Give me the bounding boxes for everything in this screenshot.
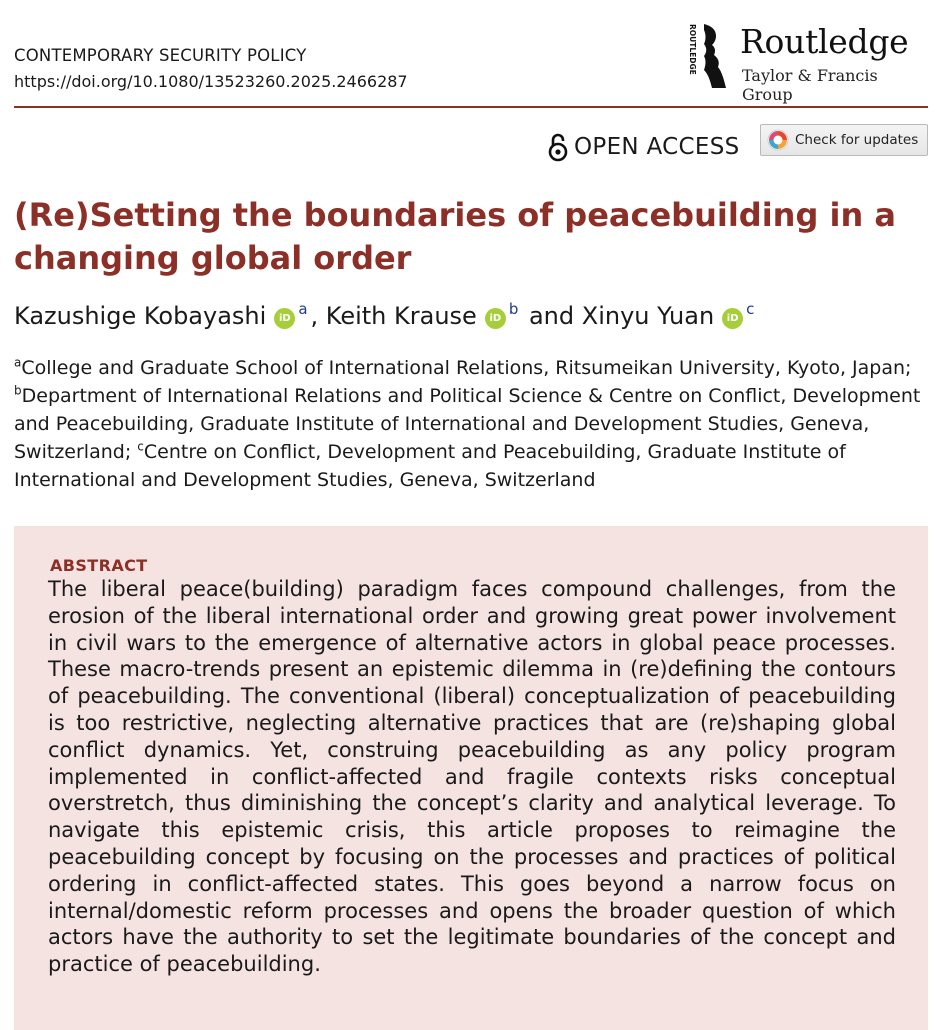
publisher-name: Routledge: [740, 22, 909, 61]
check-for-updates-label: Check for updates: [795, 132, 919, 148]
publisher-group: Taylor & Francis Group: [742, 66, 878, 104]
doi-link[interactable]: https://doi.org/10.1080/13523260.2025.2466287: [14, 72, 408, 91]
open-access-badge: [548, 132, 740, 162]
header-rule: [14, 106, 928, 108]
affiliations: [14, 354, 934, 494]
affiliation-label: b: [14, 383, 22, 398]
orcid-icon[interactable]: iD: [722, 308, 743, 329]
routledge-logo-icon: [682, 20, 728, 90]
affiliation-text: College and Graduate School of International Relations, Ritsumeikan University, Kyoto, Japan;: [21, 357, 912, 379]
crossmark-icon: [767, 129, 789, 151]
author-separator: and: [521, 302, 582, 330]
affiliation-text: Department of International Relations and Political Science & Centre on Conflict, Development and Peacebuilding, Graduate Institute of International and Development Studies, Geneva, Switzerland;: [14, 385, 921, 463]
author-list: [14, 300, 757, 330]
affiliation-marker[interactable]: a: [298, 300, 308, 318]
check-for-updates-button[interactable]: [760, 124, 928, 156]
author-name[interactable]: Xinyu Yuan: [581, 302, 715, 330]
author-name[interactable]: Kazushige Kobayashi: [14, 302, 267, 330]
affiliation-marker[interactable]: c: [746, 300, 755, 318]
publisher-logo[interactable]: [682, 18, 928, 104]
author-separator: ,: [310, 302, 326, 330]
affiliation-label: a: [14, 355, 22, 370]
orcid-icon[interactable]: iD: [485, 308, 506, 329]
abstract-section: [14, 526, 928, 1030]
open-access-label: OPEN ACCESS: [574, 134, 740, 160]
affiliation-marker[interactable]: b: [508, 300, 519, 318]
affiliation-label: c: [137, 439, 144, 454]
abstract-heading: ABSTRACT: [50, 556, 148, 575]
abstract-text: The liberal peace(building) paradigm faces compound challenges, from the erosion of the liberal international order and growing great power involvement in civil wars to the emergence of alternative actors in global peace processes. These macro-trends present an epistemic dilemma in (re)defining the contours of peacebuilding. The conventional (liberal) conceptualization of peacebuilding is too restrictive, neglecting alternative practices that are (re)shaping global conflict dynamics. Yet, construing peacebuilding as any policy program implemented in conflict-affected and fragile contexts risks conceptual overstretch, thus diminishing the concept’s clarity and analytical leverage. To navigate this epistemic crisis, this article proposes to reimagine the peacebuilding concept by focusing on the processes and practices of political ordering in conflict-affected states. This goes beyond a narrow focus on internal/domestic reform processes and opens the broader question of which actors have the authority to set the legitimate boundaries of the concept and practice of peacebuilding.: [48, 577, 896, 977]
affiliation-text: Centre on Conflict, Development and Peacebuilding, Graduate Institute of International and Development Studies, Geneva, Switzerland: [14, 441, 846, 491]
journal-name: CONTEMPORARY SECURITY POLICY: [14, 46, 307, 65]
open-lock-icon: [548, 132, 568, 162]
orcid-icon[interactable]: iD: [274, 308, 295, 329]
article-title: (Re)Setting the boundaries of peacebuilding in a changing global order: [14, 196, 896, 277]
author-name[interactable]: Keith Krause: [325, 302, 477, 330]
publisher-vertical-label: ROUTLEDGE: [688, 24, 697, 75]
